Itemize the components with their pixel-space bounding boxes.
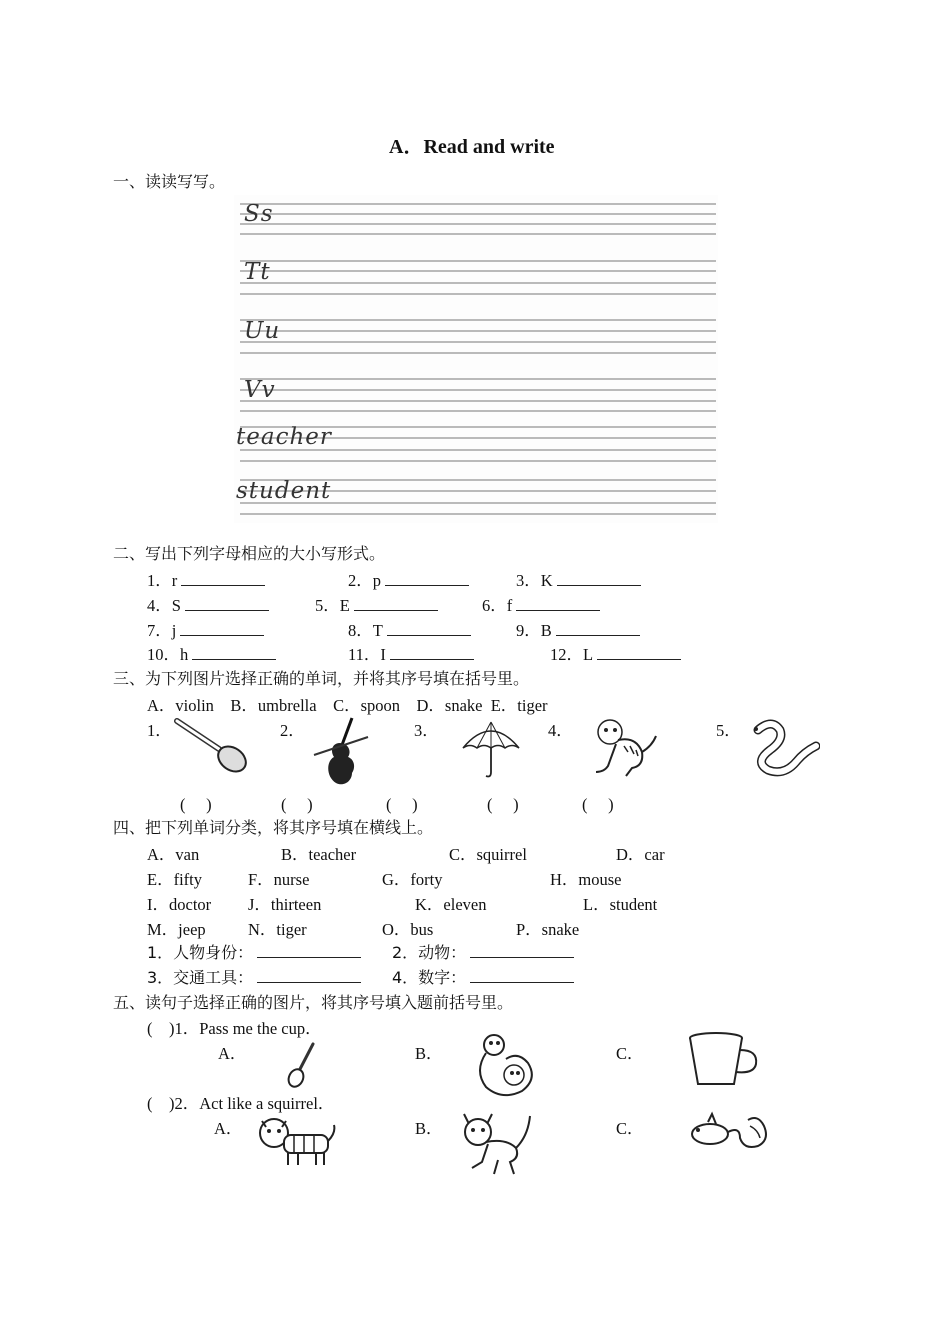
word-item: J．thirteen	[248, 895, 322, 914]
practice-row-6: student	[236, 478, 332, 504]
option-label-a: A．	[218, 1044, 247, 1063]
letter-item: 7．j	[147, 617, 264, 641]
word-item: B．teacher	[281, 845, 357, 864]
letter-item: 12．L	[550, 641, 681, 665]
word-item: D．car	[616, 845, 665, 864]
spoon-icon	[174, 715, 250, 773]
practice-row-4: Vv	[244, 377, 276, 403]
letter-item: 5．E	[315, 592, 438, 616]
answer-bracket[interactable]: ( )	[180, 795, 212, 814]
category-transport: 3．交通工具：	[147, 965, 361, 988]
answer-blank[interactable]	[557, 571, 641, 586]
answer-blank[interactable]	[385, 571, 469, 586]
word-item: M．jeep	[147, 920, 206, 939]
option-label-b: B．	[415, 1119, 443, 1138]
letter-item: 8．T	[348, 617, 471, 641]
letter-item: 11．I	[348, 641, 474, 665]
answer-blank[interactable]	[185, 596, 269, 611]
answer-blank[interactable]	[390, 645, 474, 660]
violin-icon	[312, 715, 372, 787]
question-2: ( )2．Act like a squirrel．	[147, 1094, 335, 1113]
answer-blank[interactable]	[387, 621, 471, 636]
answer-bracket[interactable]: ( )	[281, 795, 313, 814]
word-item: A．van	[147, 845, 200, 864]
letter-item: 1．r	[147, 567, 265, 591]
option-label-c: C．	[616, 1044, 644, 1063]
answer-bracket[interactable]: ( )	[487, 795, 519, 814]
section-3-heading: 三、为下列图片选择正确的单词，并将其序号填在括号里。	[113, 669, 530, 688]
handwriting-practice-sheet	[234, 195, 718, 523]
section-5-heading: 五、读句子选择正确的图片，将其序号填入题前括号里。	[113, 993, 514, 1012]
cat-icon[interactable]	[458, 1108, 536, 1178]
word-item: I．doctor	[147, 895, 212, 914]
picture-number: 5．	[716, 721, 741, 740]
word-item: G．forty	[382, 870, 443, 889]
answer-blank[interactable]	[257, 968, 361, 983]
word-item: C．squirrel	[449, 845, 527, 864]
answer-blank[interactable]	[257, 943, 361, 958]
picture-number: 3．	[414, 721, 439, 740]
snake-icon	[744, 716, 820, 778]
page-title: A．Read and write	[389, 136, 555, 158]
section-2-heading: 二、写出下列字母相应的大小写形式。	[113, 544, 386, 563]
snake-icon[interactable]	[472, 1031, 542, 1103]
tiger-icon[interactable]	[254, 1113, 338, 1171]
answer-bracket[interactable]: ( )	[386, 795, 418, 814]
practice-row-5: teacher	[236, 424, 332, 450]
answer-blank[interactable]	[470, 943, 574, 958]
section-4-heading: 四、把下列单词分类，将其序号填在横线上。	[113, 818, 434, 837]
word-item: N．tiger	[248, 920, 307, 939]
section-1-heading: 一、读读写写。	[113, 172, 226, 191]
answer-blank[interactable]	[192, 645, 276, 660]
option-label-c: C．	[616, 1119, 644, 1138]
letter-item: 9．B	[516, 617, 640, 641]
question-1: ( )1．Pass me the cup．	[147, 1019, 322, 1038]
category-animals: 2．动物：	[392, 940, 574, 963]
letter-item: 2．p	[348, 567, 469, 591]
squirrel-icon[interactable]	[688, 1108, 774, 1154]
option-label-b: B．	[415, 1044, 443, 1063]
practice-row-1: Ss	[244, 201, 274, 227]
letter-item: 10．h	[147, 641, 276, 665]
answer-blank[interactable]	[180, 621, 264, 636]
letter-item: 4．S	[147, 592, 269, 616]
word-options: A．violin B．umbrella C．spoon D．snake E．tiger	[147, 696, 548, 715]
picture-number: 2．	[280, 721, 305, 740]
answer-blank[interactable]	[556, 621, 640, 636]
letter-item: 3．K	[516, 567, 641, 591]
word-item: K．eleven	[415, 895, 487, 914]
word-item: H．mouse	[550, 870, 622, 889]
word-item: P．snake	[516, 920, 580, 939]
answer-blank[interactable]	[354, 596, 438, 611]
word-item: F．nurse	[248, 870, 310, 889]
picture-number: 4．	[548, 721, 573, 740]
answer-blank[interactable]	[516, 596, 600, 611]
tiger-icon	[586, 716, 660, 782]
cup-icon[interactable]	[688, 1030, 760, 1090]
option-label-a: A．	[214, 1119, 243, 1138]
word-item: E．fifty	[147, 870, 202, 889]
umbrella-icon	[459, 718, 523, 780]
answer-bracket[interactable]: ( )	[582, 795, 614, 814]
category-people: 1．人物身份：	[147, 940, 361, 963]
letter-item: 6．f	[482, 592, 600, 616]
picture-number: 1．	[147, 721, 172, 740]
spoon-icon[interactable]	[283, 1041, 319, 1089]
word-item: L．student	[583, 895, 658, 914]
word-item: O．bus	[382, 920, 434, 939]
answer-blank[interactable]	[470, 968, 574, 983]
writing-lines	[234, 195, 718, 523]
practice-row-3: Uu	[244, 318, 281, 344]
practice-row-2: Tt	[244, 259, 271, 285]
answer-blank[interactable]	[597, 645, 681, 660]
category-numbers: 4．数字：	[392, 965, 574, 988]
answer-blank[interactable]	[181, 571, 265, 586]
